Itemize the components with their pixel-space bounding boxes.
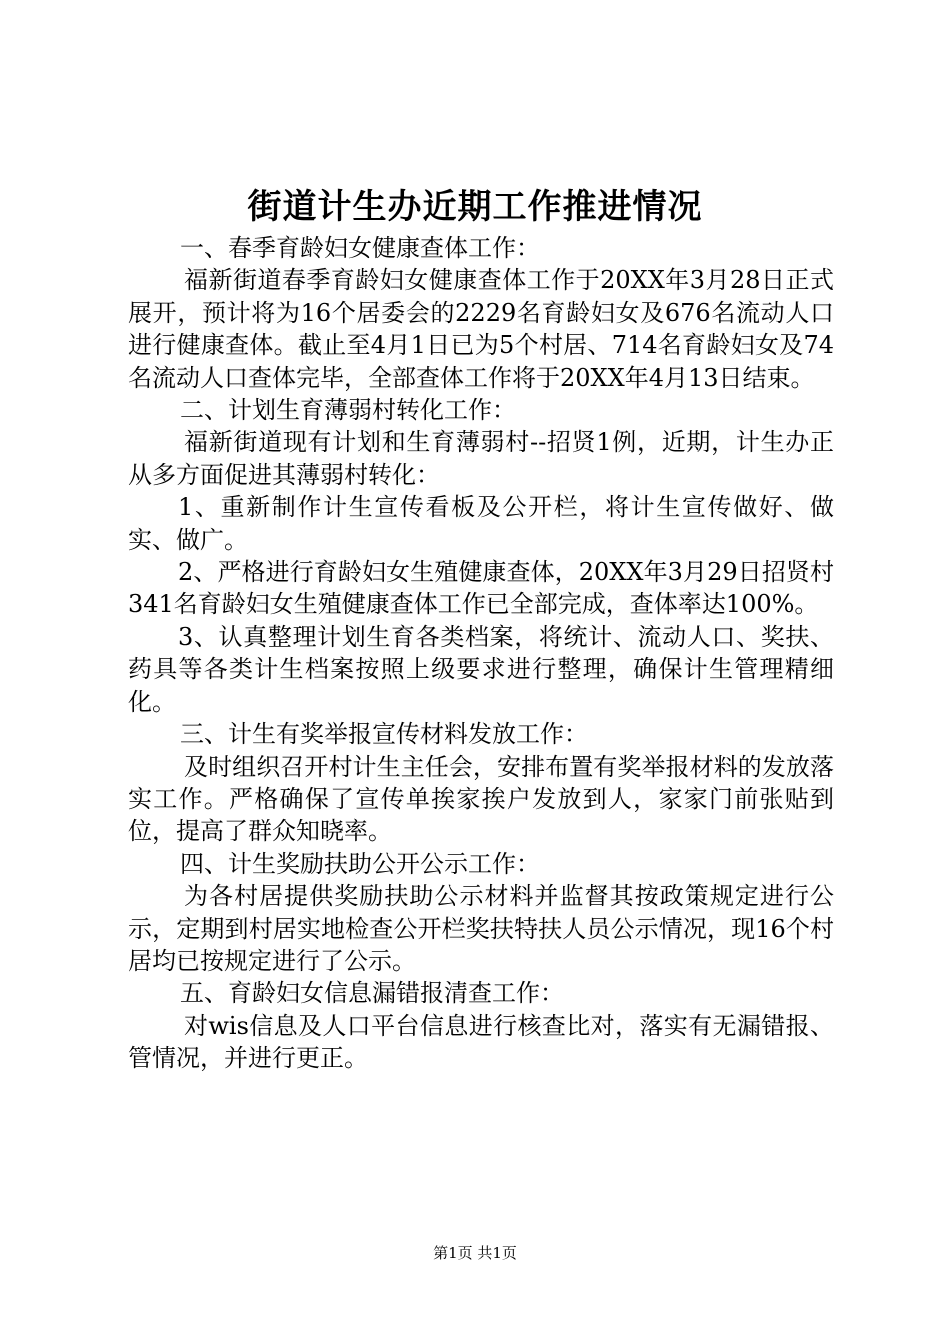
document-title: 街道计生办近期工作推进情况 [247, 187, 703, 227]
section-heading: 三、计生有奖举报宣传材料发放工作： [180, 720, 588, 749]
document-body [128, 232, 834, 1075]
page-footer: 第1页 共1页 [433, 1244, 517, 1262]
section-heading: 二、计划生育薄弱村转化工作： [180, 396, 516, 425]
list-item: 3、认真整理计划生育各类档案，将统计、流动人口、奖扶、药具等各类计生档案按照上级要求进行整理，确保计生管理精细化。 [128, 622, 834, 716]
body-paragraph: 福新街道春季育龄妇女健康查体工作于20XX年3月28日正式展开，预计将为16个居委会的2229名育龄妇女及676名流动人口进行健康查体。截止至4月1日已为5个村居、714名育龄妇女及74名流动人口查体完毕，全部查体工作将于20XX年4月13日结束。 [128, 266, 834, 392]
list-item: 1、重新制作计生宣传看板及公开栏，将计生宣传做好、做实、做广。 [128, 493, 834, 554]
body-paragraph: 及时组织召开村计生主任会，安排布置有奖举报材料的发放落实工作。严格确保了宣传单挨家挨户发放到人，家家门前张贴到位，提高了群众知晓率。 [128, 752, 834, 846]
body-paragraph: 为各村居提供奖励扶助公示材料并监督其按政策规定进行公示，定期到村居实地检查公开栏奖扶特扶人员公示情况，现16个村居均已按规定进行了公示。 [128, 882, 834, 975]
body-paragraph: 对wis信息及人口平台信息进行核查比对，落实有无漏错报、管情况，并进行更正。 [128, 1011, 834, 1073]
section-heading: 五、育龄妇女信息漏错报清查工作： [180, 979, 564, 1008]
section-heading: 一、春季育龄妇女健康查体工作： [180, 234, 540, 262]
body-paragraph: 福新街道现有计划和生育薄弱村--招贤1例，近期，计生办正从多方面促进其薄弱村转化： [128, 428, 834, 489]
section-heading: 四、计生奖励扶助公开公示工作： [180, 849, 540, 878]
list-item: 2、严格进行育龄妇女生殖健康查体，20XX年3月29日招贤村341名育龄妇女生殖健康查体工作已全部完成，查体率达100%。 [128, 558, 834, 619]
